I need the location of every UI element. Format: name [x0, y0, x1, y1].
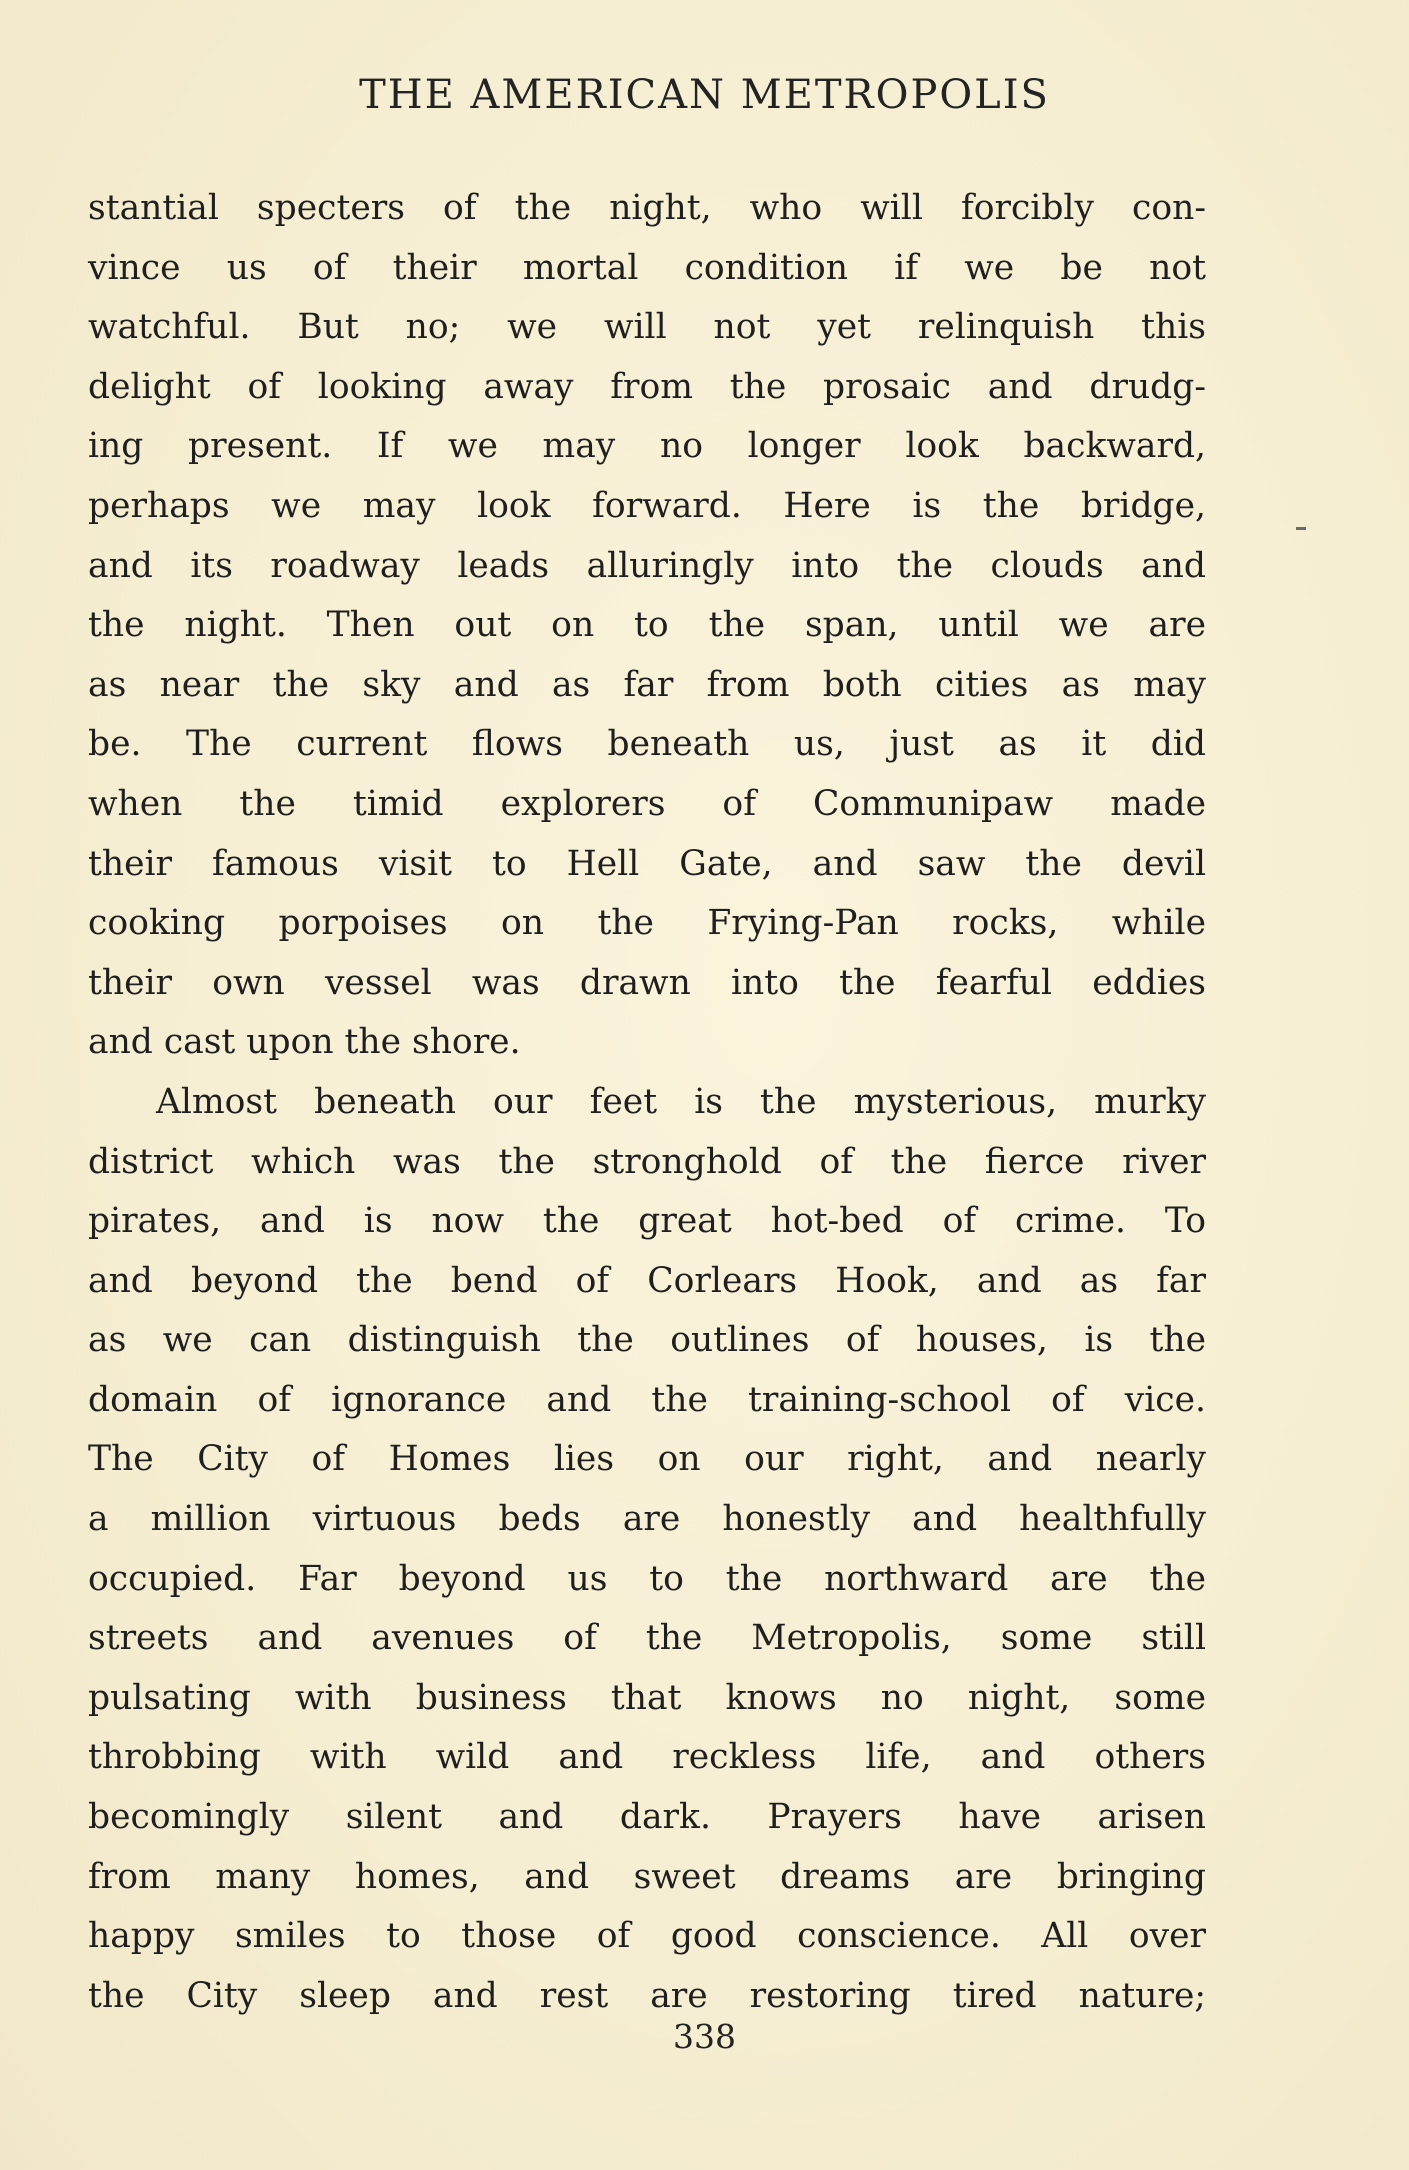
text-line: as near the sky and as far from both cities as may [88, 664, 1206, 705]
text-line: the night. Then out on to the span, until we are [88, 605, 1206, 646]
text-line: delight of looking away from the prosaic and drudg- [88, 366, 1206, 407]
text-line: pirates, and is now the great hot-bed of crime. To [88, 1201, 1206, 1242]
text-line: vince us of their mortal condition if we be not [88, 247, 1206, 288]
text-line: the City sleep and rest are restoring tired nature; [88, 1975, 1206, 2016]
text-line: their famous visit to Hell Gate, and saw the devil [88, 843, 1206, 884]
text-line: district which was the stronghold of the fierce river [88, 1141, 1206, 1182]
text-line: and its roadway leads alluringly into the clouds and [88, 545, 1206, 586]
text-line: a million virtuous beds are honestly and healthfully [88, 1499, 1206, 1540]
text-line: domain of ignorance and the training-school of vice. [88, 1379, 1206, 1420]
page-number: 338 [673, 2017, 736, 2056]
margin-mark [1296, 527, 1306, 530]
text-line: their own vessel was drawn into the fearful eddies [88, 962, 1206, 1003]
text-line: and beyond the bend of Corlears Hook, and as far [88, 1260, 1206, 1301]
text-line: happy smiles to those of good conscience. All over [88, 1916, 1206, 1957]
text-line: cooking porpoises on the Frying-Pan rocks, while [88, 903, 1206, 944]
running-head: THE AMERICAN METROPOLIS [359, 72, 1050, 118]
text-line: when the timid explorers of Communipaw made [88, 783, 1206, 824]
text-line: streets and avenues of the Metropolis, some still [88, 1618, 1206, 1659]
text-line: from many homes, and sweet dreams are bringing [88, 1856, 1206, 1897]
text-line: becomingly silent and dark. Prayers have arisen [88, 1797, 1206, 1838]
text-line: The City of Homes lies on our right, and nearly [88, 1439, 1206, 1480]
text-line: pulsating with business that knows no night, some [88, 1677, 1206, 1718]
text-line: as we can distinguish the outlines of houses, is the [88, 1320, 1206, 1361]
text-line: watchful. But no; we will not yet relinquish this [88, 307, 1206, 348]
text-line: occupied. Far beyond us to the northward are the [88, 1558, 1206, 1599]
text-line: and cast upon the shore. [88, 1022, 521, 1063]
body-text [88, 179, 1206, 2026]
text-line: stantial specters of the night, who will forcibly con- [88, 188, 1206, 228]
text-line: perhaps we may look forward. Here is the bridge, [88, 485, 1206, 526]
text-line: throbbing with wild and reckless life, and others [88, 1737, 1206, 1778]
paragraph-start-line: Almost beneath our feet is the mysterious, murky [156, 1081, 1206, 1122]
text-line: ing present. If we may no longer look backward, [88, 426, 1206, 467]
text-line: be. The current flows beneath us, just as it did [88, 724, 1206, 765]
